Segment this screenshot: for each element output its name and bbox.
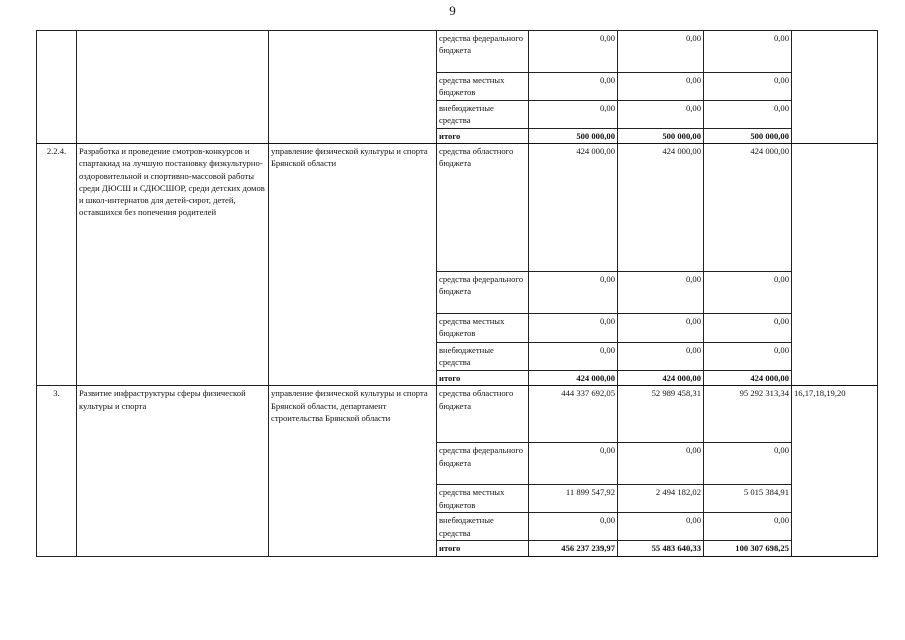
amount-year2-cell: 0,00	[618, 272, 704, 314]
table-row	[37, 144, 878, 272]
amount-year3-cell: 0,00	[704, 73, 792, 101]
amount-year3-cell: 0,00	[704, 101, 792, 129]
indicators-cell	[792, 129, 878, 144]
amount-year2-cell: 2 494 182,02	[618, 485, 704, 513]
amount-year2-cell: 0,00	[618, 31, 704, 73]
amount-year2-cell: 0,00	[618, 73, 704, 101]
funding-source-cell: средства местных бюджетов	[437, 314, 529, 343]
page-number: 9	[449, 3, 456, 18]
row-number-cell: 3.	[37, 386, 77, 556]
indicators-cell	[792, 31, 878, 73]
indicators-cell	[792, 343, 878, 371]
amount-year1-cell: 500 000,00	[529, 129, 618, 144]
amount-year1-cell: 0,00	[529, 343, 618, 371]
amount-year1-cell: 11 899 547,92	[529, 485, 618, 513]
funding-source-cell: итого	[437, 129, 529, 144]
amount-year3-cell: 0,00	[704, 343, 792, 371]
indicators-cell	[792, 314, 878, 343]
indicators-cell	[792, 272, 878, 314]
indicators-cell	[792, 443, 878, 485]
amount-year3-cell: 0,00	[704, 443, 792, 485]
amount-year3-cell: 424 000,00	[704, 144, 792, 272]
indicators-cell	[792, 144, 878, 272]
row-number-cell	[37, 129, 77, 144]
amount-year3-cell: 95 292 313,34	[704, 386, 792, 443]
table-row	[37, 31, 878, 73]
funding-source-cell: средства федерального бюджета	[437, 272, 529, 314]
funding-source-cell: средства федерального бюджета	[437, 31, 529, 73]
table-row-total	[37, 129, 878, 144]
executor-cell	[269, 101, 437, 129]
amount-year3-cell: 0,00	[704, 513, 792, 541]
amount-year3-cell: 424 000,00	[704, 371, 792, 386]
activity-name-cell: Разработка и проведение смотров-конкурсов и спартакиад на лучшую постановку физкультурно-оздоровительной и спортивно-массовой работы среди ДЮСШ и СДЮСШОР, среди детских домов и школ-интернатов для детей-сирот, детей, оставшихся без попечения родителей	[77, 144, 269, 386]
indicators-cell	[792, 513, 878, 541]
budget-table	[36, 30, 878, 557]
amount-year2-cell: 424 000,00	[618, 144, 704, 272]
table-row	[37, 386, 878, 443]
amount-year3-cell: 100 307 698,25	[704, 541, 792, 556]
activity-name-cell	[77, 73, 269, 101]
table-row	[37, 73, 878, 101]
funding-source-cell: средства местных бюджетов	[437, 73, 529, 101]
amount-year1-cell: 444 337 692,05	[529, 386, 618, 443]
amount-year1-cell: 0,00	[529, 101, 618, 129]
amount-year2-cell: 52 989 458,31	[618, 386, 704, 443]
funding-source-cell: внебюджетные средства	[437, 343, 529, 371]
activity-name-cell	[77, 101, 269, 129]
funding-source-cell: средства федерального бюджета	[437, 443, 529, 485]
indicators-cell	[792, 371, 878, 386]
amount-year1-cell: 424 000,00	[529, 371, 618, 386]
amount-year2-cell: 0,00	[618, 443, 704, 485]
amount-year2-cell: 55 483 640,33	[618, 541, 704, 556]
amount-year1-cell: 0,00	[529, 513, 618, 541]
funding-source-cell: итого	[437, 371, 529, 386]
row-number-cell	[37, 101, 77, 129]
funding-source-cell: средства областного бюджета	[437, 144, 529, 272]
amount-year1-cell: 456 237 239,97	[529, 541, 618, 556]
amount-year3-cell: 0,00	[704, 314, 792, 343]
indicators-cell	[792, 73, 878, 101]
indicators-cell: 16,17,18,19,20	[792, 386, 878, 443]
amount-year1-cell: 0,00	[529, 314, 618, 343]
row-number-cell: 2.2.4.	[37, 144, 77, 386]
amount-year1-cell: 0,00	[529, 443, 618, 485]
amount-year1-cell: 424 000,00	[529, 144, 618, 272]
indicators-cell	[792, 541, 878, 556]
amount-year1-cell: 0,00	[529, 272, 618, 314]
amount-year3-cell: 5 015 384,91	[704, 485, 792, 513]
activity-name-cell	[77, 31, 269, 73]
amount-year2-cell: 0,00	[618, 101, 704, 129]
funding-source-cell: внебюджетные средства	[437, 513, 529, 541]
amount-year2-cell: 0,00	[618, 513, 704, 541]
funding-source-cell: итого	[437, 541, 529, 556]
amount-year3-cell: 500 000,00	[704, 129, 792, 144]
executor-cell: управление физической культуры и спорта Брянской области	[269, 144, 437, 386]
executor-cell	[269, 73, 437, 101]
funding-source-cell: средства местных бюджетов	[437, 485, 529, 513]
activity-name-cell: Развитие инфраструктуры сферы физической культуры и спорта	[77, 386, 269, 556]
funding-source-cell: средства областного бюджета	[437, 386, 529, 443]
table-row	[37, 101, 878, 129]
funding-source-cell: внебюджетные средства	[437, 101, 529, 129]
amount-year2-cell: 0,00	[618, 343, 704, 371]
indicators-cell	[792, 485, 878, 513]
indicators-cell	[792, 101, 878, 129]
row-number-cell	[37, 73, 77, 101]
amount-year1-cell: 0,00	[529, 73, 618, 101]
amount-year2-cell: 0,00	[618, 314, 704, 343]
amount-year1-cell: 0,00	[529, 31, 618, 73]
row-number-cell	[37, 31, 77, 73]
amount-year2-cell: 424 000,00	[618, 371, 704, 386]
amount-year3-cell: 0,00	[704, 31, 792, 73]
activity-name-cell	[77, 129, 269, 144]
amount-year2-cell: 500 000,00	[618, 129, 704, 144]
executor-cell	[269, 31, 437, 73]
executor-cell: управление физической культуры и спорта Брянской области, департамент строительства Брянской области	[269, 386, 437, 556]
executor-cell	[269, 129, 437, 144]
amount-year3-cell: 0,00	[704, 272, 792, 314]
